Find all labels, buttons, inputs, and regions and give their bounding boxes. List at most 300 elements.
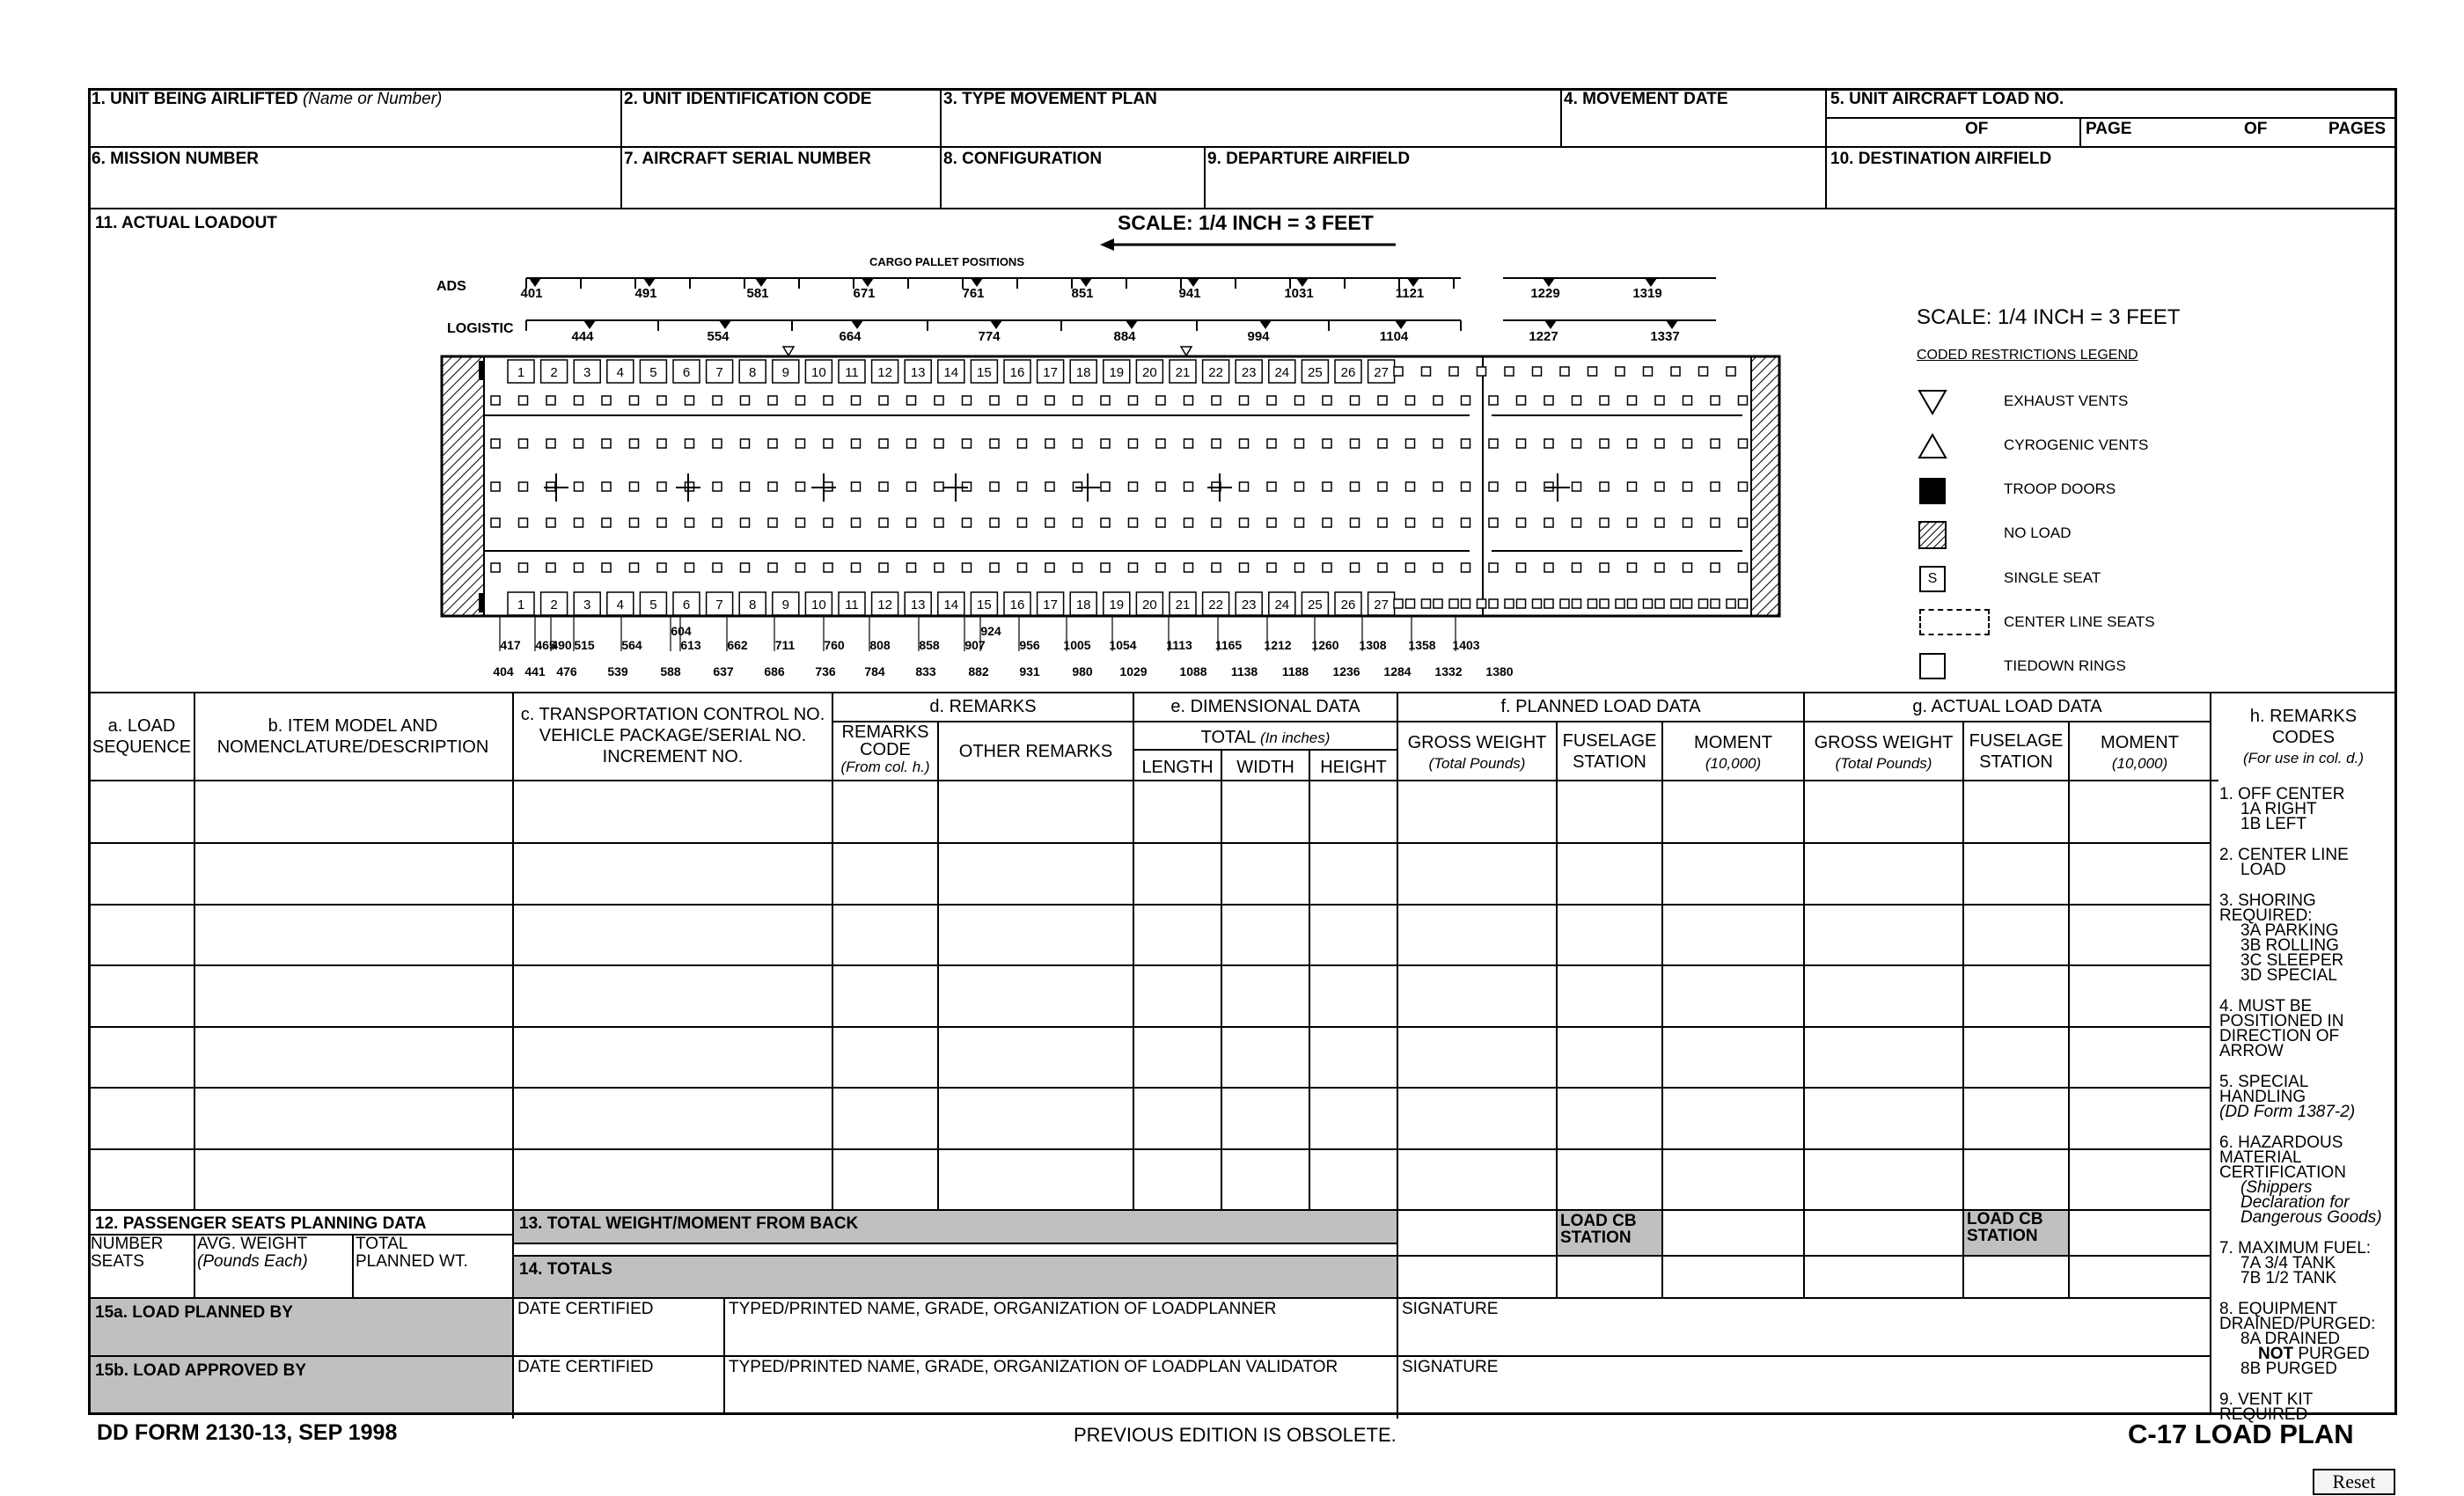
tiedown-ring-icon bbox=[963, 396, 972, 405]
tiedown-ring-icon bbox=[879, 563, 888, 572]
tiedown-ring-icon bbox=[1616, 367, 1624, 376]
tiedown-ring-icon bbox=[1045, 518, 1054, 527]
col-divider bbox=[1309, 750, 1310, 1209]
table-top-line bbox=[89, 692, 2395, 693]
tiedown-ring-icon bbox=[630, 396, 639, 405]
tiedown-ring-icon bbox=[1018, 439, 1027, 448]
tiedown-ring-icon bbox=[852, 439, 861, 448]
col-other-remarks: OTHER REMARKS bbox=[958, 742, 1113, 761]
logistic-position-label: 1104 bbox=[1379, 329, 1409, 344]
form-title: C-17 LOAD PLAN bbox=[2128, 1419, 2354, 1449]
col-divider bbox=[937, 722, 939, 1209]
tiedown-ring-icon bbox=[1101, 439, 1110, 448]
station-label-lower: 476 bbox=[556, 664, 577, 678]
tiedown-ring-icon bbox=[1449, 367, 1458, 376]
page-label: PAGE bbox=[2086, 120, 2132, 138]
logistic-position-label: 994 bbox=[1247, 329, 1270, 344]
tiedown-ring-icon bbox=[1478, 599, 1486, 608]
tiedown-ring-icon bbox=[1489, 563, 1498, 572]
tiedown-ring-icon bbox=[990, 396, 999, 405]
tiedown-ring-icon bbox=[1628, 482, 1637, 491]
mission-number-field[interactable] bbox=[95, 176, 614, 202]
movement-date-field[interactable] bbox=[1566, 116, 1820, 143]
tiedown-ring-icon bbox=[1240, 396, 1249, 405]
header-vline bbox=[620, 89, 622, 208]
type-movement-plan-field[interactable] bbox=[946, 116, 1553, 143]
table-row-line bbox=[89, 1026, 2210, 1028]
tiedown-ring-icon bbox=[741, 563, 750, 572]
logistic-position-label: 444 bbox=[571, 329, 594, 344]
tiedown-ring-icon bbox=[796, 518, 805, 527]
planned-date-certified-field[interactable] bbox=[519, 1324, 718, 1351]
tiedown-ring-icon bbox=[1489, 482, 1498, 491]
station-label-lower: 441 bbox=[524, 664, 546, 678]
seat-number-lower: 22 bbox=[1208, 598, 1223, 612]
tiedown-ring-icon bbox=[1267, 518, 1276, 527]
tiedown-ring-icon bbox=[491, 439, 500, 448]
date-certified-label: DATE CERTIFIED bbox=[517, 1300, 654, 1318]
tiedown-ring-icon bbox=[1434, 599, 1442, 608]
tiedown-ring-icon bbox=[796, 482, 805, 491]
tiedown-ring-icon bbox=[1560, 367, 1569, 376]
unit-identification-code-field[interactable] bbox=[627, 116, 935, 143]
seat-number-upper: 18 bbox=[1075, 365, 1091, 380]
seat-number-lower: 9 bbox=[781, 598, 789, 612]
aircraft-serial-number-field[interactable] bbox=[627, 176, 935, 202]
tiedown-ring-icon bbox=[824, 563, 832, 572]
tiedown-ring-icon bbox=[519, 518, 528, 527]
tiedown-ring-icon bbox=[1045, 439, 1054, 448]
tiedown-ring-icon bbox=[1101, 518, 1110, 527]
seat-number-upper: 10 bbox=[811, 365, 826, 380]
tiedown-ring-icon bbox=[796, 439, 805, 448]
ads-position-label: 1121 bbox=[1395, 286, 1425, 301]
tiedown-ring-icon bbox=[1628, 518, 1637, 527]
validator-name-field[interactable] bbox=[730, 1382, 1390, 1409]
unit-being-airlifted-field[interactable] bbox=[95, 116, 614, 143]
seat-number-upper: 26 bbox=[1340, 365, 1356, 380]
logistic-position-row bbox=[526, 320, 1716, 356]
seat-number-lower: 19 bbox=[1109, 598, 1125, 612]
seat-number-upper: 19 bbox=[1109, 365, 1125, 380]
tiedown-ring-icon bbox=[1240, 518, 1249, 527]
tiedown-ring-icon bbox=[713, 439, 722, 448]
tiedown-ring-icon bbox=[1129, 482, 1138, 491]
logistic-marker-icon bbox=[851, 320, 863, 329]
station-label-upper: 924 bbox=[980, 624, 1001, 638]
col-divider bbox=[194, 693, 195, 1209]
tiedown-ring-icon bbox=[1449, 599, 1458, 608]
tiedown-ring-icon bbox=[1573, 396, 1581, 405]
seat-number-upper: 16 bbox=[1009, 365, 1025, 380]
tiedown-ring-icon bbox=[1045, 563, 1054, 572]
tiedown-ring-icon bbox=[602, 563, 611, 572]
form-number: DD FORM 2130-13, SEP 1998 bbox=[97, 1420, 398, 1445]
col-actual-fuselage-station: FUSELAGE STATION bbox=[1969, 731, 2064, 772]
troop-door-icon bbox=[479, 593, 484, 612]
seat-number-lower: 18 bbox=[1075, 598, 1091, 612]
tiedown-ring-icon bbox=[1478, 367, 1486, 376]
station-label-lower: 931 bbox=[1019, 664, 1040, 678]
tiedown-ring-icon bbox=[963, 439, 972, 448]
tiedown-ring-icon bbox=[1212, 396, 1221, 405]
tiedown-ring-icon bbox=[1600, 396, 1609, 405]
legend-cryogenic-vents: CYROGENIC VENTS bbox=[2004, 436, 2149, 453]
tiedown-ring-icon bbox=[824, 439, 832, 448]
tiedown-ring-icon bbox=[1351, 563, 1360, 572]
logistic-marker-icon bbox=[1666, 320, 1678, 329]
tiedown-ring-icon bbox=[1517, 396, 1526, 405]
tiedown-ring-icon bbox=[935, 563, 943, 572]
header-vline bbox=[1560, 89, 1562, 147]
tiedown-ring-icon bbox=[1240, 563, 1249, 572]
ads-position-label: 1319 bbox=[1632, 286, 1662, 301]
tiedown-ring-icon bbox=[519, 396, 528, 405]
station-label-upper: 760 bbox=[824, 638, 845, 652]
lower-divider bbox=[514, 1243, 1397, 1244]
tiedown-ring-icon bbox=[1655, 482, 1664, 491]
tiedown-ring-icon bbox=[879, 439, 888, 448]
planned-load-cb-label: LOAD CB STATION bbox=[1560, 1212, 1637, 1247]
station-label-upper: 1403 bbox=[1452, 638, 1480, 652]
tiedown-ring-icon bbox=[713, 563, 722, 572]
tiedown-ring-icon bbox=[768, 396, 777, 405]
tiedown-ring-icon bbox=[1544, 439, 1553, 448]
typed-name-validator-label: TYPED/PRINTED NAME, GRADE, ORGANIZATION OF LOADPLAN VALIDATOR bbox=[729, 1358, 1338, 1376]
seat-number-lower: 5 bbox=[649, 598, 657, 612]
col-transportation-control: c. TRANSPORTATION CONTROL NO. VEHICLE PACKAGE/SERIAL NO. INCREMENT NO. bbox=[520, 705, 825, 766]
tiedown-ring-icon bbox=[1533, 367, 1542, 376]
tiedown-ring-icon bbox=[1378, 439, 1387, 448]
tiedown-ring-icon bbox=[1267, 482, 1276, 491]
no-load-icon bbox=[1917, 519, 1952, 554]
tiedown-ring-icon bbox=[1517, 482, 1526, 491]
col-divider bbox=[1803, 693, 1805, 1299]
tiedown-ring-icon bbox=[1600, 563, 1609, 572]
ads-position-label: 671 bbox=[853, 286, 876, 301]
tiedown-ring-icon bbox=[796, 396, 805, 405]
tiedown-ring-icon bbox=[1323, 518, 1331, 527]
tiedown-ring-icon bbox=[1655, 518, 1664, 527]
tiedown-ring-icon bbox=[935, 482, 943, 491]
seat-number-upper: 3 bbox=[583, 365, 591, 380]
tiedown-ring-icon bbox=[602, 439, 611, 448]
tiedown-ring-icon bbox=[852, 482, 861, 491]
logistic-marker-icon bbox=[1544, 320, 1557, 329]
tiedown-ring-icon bbox=[1184, 482, 1193, 491]
tiedown-ring-icon bbox=[713, 396, 722, 405]
signature-label: SIGNATURE bbox=[1402, 1300, 1499, 1318]
seat-number-upper: 27 bbox=[1374, 365, 1389, 380]
page-of-label: OF bbox=[2244, 120, 2268, 138]
tiedown-ring-icon bbox=[491, 518, 500, 527]
tiedown-ring-icon bbox=[1462, 396, 1470, 405]
col-planned-fuselage-station: FUSELAGE STATION bbox=[1562, 731, 1657, 772]
tiedown-ring-icon bbox=[1018, 482, 1027, 491]
tiedown-ring-icon bbox=[1394, 367, 1403, 376]
load-approved-by-label: 15b. LOAD APPROVED BY bbox=[95, 1361, 307, 1380]
tiedown-ring-icon bbox=[491, 563, 500, 572]
tiedown-ring-icon bbox=[741, 482, 750, 491]
col-divider bbox=[723, 1298, 725, 1415]
ads-label: ADS bbox=[436, 279, 466, 294]
tiedown-ring-icon bbox=[1184, 396, 1193, 405]
seat-number-lower: 8 bbox=[749, 598, 757, 612]
no-load-area-forward bbox=[442, 356, 484, 616]
pages-label: PAGES bbox=[2328, 120, 2387, 138]
tiedown-ring-icon bbox=[1295, 439, 1304, 448]
table-row-line bbox=[89, 904, 2210, 906]
tiedown-ring-icon bbox=[1560, 599, 1569, 608]
tiedown-ring-icon bbox=[935, 439, 943, 448]
tiedown-ring-icon bbox=[1711, 518, 1720, 527]
tiedown-ring-icon bbox=[1671, 599, 1680, 608]
destination-airfield-field[interactable] bbox=[1830, 176, 2390, 202]
logistic-marker-icon bbox=[1259, 320, 1272, 329]
station-label-upper: 907 bbox=[964, 638, 986, 652]
departure-airfield-field[interactable] bbox=[1210, 176, 1817, 202]
station-label-upper: 956 bbox=[1019, 638, 1040, 652]
legend-troop-doors: TROOP DOORS bbox=[2004, 480, 2116, 497]
tiedown-ring-icon bbox=[1533, 599, 1542, 608]
approved-date-certified-field[interactable] bbox=[519, 1382, 718, 1409]
tiedown-ring-icon bbox=[630, 563, 639, 572]
station-label-lower: 1284 bbox=[1383, 664, 1412, 678]
loadout-scale: SCALE: 1/4 INCH = 3 FEET bbox=[1118, 211, 1374, 234]
tiedown-ring-icon bbox=[657, 396, 666, 405]
tiedown-ring-icon bbox=[1378, 396, 1387, 405]
station-label-lower: 980 bbox=[1072, 664, 1093, 678]
center-line-seats-icon bbox=[1919, 609, 1990, 635]
station-label-lower: 588 bbox=[660, 664, 681, 678]
ads-position-label: 581 bbox=[746, 286, 769, 301]
ads-position-label: 401 bbox=[520, 286, 543, 301]
tiedown-ring-icon bbox=[1462, 599, 1470, 608]
total-planned-wt-label: TOTAL PLANNED WT. bbox=[356, 1235, 468, 1271]
tiedown-ring-icon bbox=[1544, 396, 1553, 405]
seat-number-lower: 25 bbox=[1308, 598, 1323, 612]
tiedown-ring-icon bbox=[1739, 482, 1748, 491]
col-item-model: b. ITEM MODEL AND NOMENCLATURE/DESCRIPTION bbox=[216, 716, 489, 757]
ads-position-label: 1229 bbox=[1530, 286, 1560, 301]
seat-number-upper: 4 bbox=[616, 365, 624, 380]
tiedown-ring-icon bbox=[1655, 396, 1664, 405]
seat-number-upper: 1 bbox=[517, 365, 525, 380]
tiedown-ring-icon bbox=[1505, 599, 1514, 608]
station-label-upper: 465 bbox=[535, 638, 556, 652]
tiedown-ring-icon bbox=[1323, 396, 1331, 405]
seat-number-lower: 4 bbox=[616, 598, 624, 612]
tiedown-ring-icon bbox=[1600, 482, 1609, 491]
seat-number-lower: 15 bbox=[977, 598, 992, 612]
exhaust-vent-icon bbox=[1917, 387, 1952, 422]
tiedown-ring-icon bbox=[1018, 518, 1027, 527]
station-label-upper: 1005 bbox=[1063, 638, 1091, 652]
tiedown-ring-icon bbox=[1295, 482, 1304, 491]
tiedown-ring-icon bbox=[1573, 599, 1581, 608]
unit-aircraft-load-no-label: 5. UNIT AIRCRAFT LOAD NO. bbox=[1830, 90, 2064, 108]
ads-position-label: 941 bbox=[1178, 286, 1201, 301]
tiedown-ring-icon bbox=[1517, 518, 1526, 527]
legend-scale: SCALE: 1/4 INCH = 3 FEET bbox=[1917, 305, 2181, 329]
tiedown-ring-icon bbox=[602, 518, 611, 527]
station-label-upper: 711 bbox=[774, 638, 796, 652]
tiedown-ring-icon bbox=[1018, 563, 1027, 572]
seat-number-upper: 15 bbox=[977, 365, 992, 380]
tiedown-ring-icon bbox=[879, 482, 888, 491]
cryogenic-vent-icon bbox=[1917, 431, 1952, 466]
col-divider bbox=[352, 1234, 354, 1297]
logistic-marker-icon bbox=[583, 320, 596, 329]
tiedown-ring-icon bbox=[879, 396, 888, 405]
tiedown-ring-icon bbox=[1699, 367, 1708, 376]
station-label-upper: 1212 bbox=[1264, 638, 1292, 652]
seat-number-lower: 10 bbox=[811, 598, 826, 612]
tiedown-ring-icon bbox=[1683, 439, 1692, 448]
header-vline bbox=[1204, 146, 1206, 208]
lower-divider bbox=[514, 1255, 2210, 1257]
mission-number-label: 6. MISSION NUMBER bbox=[92, 150, 260, 168]
tiedown-ring-icon bbox=[1655, 563, 1664, 572]
tiedown-ring-icon bbox=[1489, 439, 1498, 448]
tiedown-ring-icon bbox=[1462, 482, 1470, 491]
totals-shade bbox=[514, 1257, 1397, 1297]
tiedown-ring-icon bbox=[1351, 439, 1360, 448]
tiedown-ring-icon bbox=[1683, 518, 1692, 527]
tiedown-ring-icon bbox=[1156, 396, 1165, 405]
col-length: LENGTH bbox=[1141, 758, 1214, 777]
tiedown-ring-icon bbox=[602, 396, 611, 405]
station-label-upper: 1260 bbox=[1311, 638, 1339, 652]
tiedown-ring-icon bbox=[768, 563, 777, 572]
station-label-upper: 564 bbox=[621, 638, 642, 652]
tiedown-ring-icon bbox=[741, 518, 750, 527]
station-label-lower: 736 bbox=[815, 664, 836, 678]
tiedown-ring-icon bbox=[713, 482, 722, 491]
tiedown-ring-icon bbox=[686, 396, 694, 405]
seat-number-lower: 26 bbox=[1340, 598, 1356, 612]
tiedown-ring-icon bbox=[741, 439, 750, 448]
tiedown-ring-icon bbox=[630, 439, 639, 448]
station-label-upper: 858 bbox=[919, 638, 940, 652]
col-dimensional-data: e. DIMENSIONAL DATA bbox=[1170, 697, 1360, 716]
type-movement-plan-label: 3. TYPE MOVEMENT PLAN bbox=[943, 90, 1157, 108]
tiedown-ring-icon bbox=[1018, 396, 1027, 405]
col-actual-load-data: g. ACTUAL LOAD DATA bbox=[1912, 697, 2102, 716]
unit-being-airlifted-label: 1. UNIT BEING AIRLIFTED (Name or Number) bbox=[92, 90, 443, 108]
tiedown-ring-icon bbox=[519, 439, 528, 448]
tiedown-ring-icon bbox=[519, 482, 528, 491]
tiedown-ring-icon bbox=[1434, 518, 1442, 527]
tiedown-ring-icon bbox=[1212, 518, 1221, 527]
seat-number-upper: 14 bbox=[943, 365, 959, 380]
tiedown-ring-icon bbox=[907, 518, 916, 527]
no-load-area-aft bbox=[1751, 356, 1779, 616]
tiedown-ring-icon bbox=[1267, 563, 1276, 572]
station-label-lower: 1088 bbox=[1179, 664, 1207, 678]
col-divider bbox=[2210, 693, 2211, 1414]
ads-position-row bbox=[520, 278, 1716, 301]
seat-number-upper: 9 bbox=[781, 365, 789, 380]
ads-position-label: 761 bbox=[962, 286, 985, 301]
station-label-upper: 808 bbox=[869, 638, 891, 652]
reset-button[interactable]: Reset bbox=[2313, 1469, 2395, 1495]
tiedown-ring-icon bbox=[1489, 396, 1498, 405]
seat-number-upper: 21 bbox=[1175, 365, 1191, 380]
aircraft-load-diagram bbox=[422, 246, 1804, 686]
cargo-pallet-positions-label: CARGO PALLET POSITIONS bbox=[869, 255, 1024, 268]
troop-door-icon bbox=[479, 361, 484, 380]
tiedown-ring-icon bbox=[1351, 396, 1360, 405]
seat-number-lower: 17 bbox=[1043, 598, 1058, 612]
tiedown-ring-icon bbox=[575, 396, 583, 405]
load-planned-by-label: 15a. LOAD PLANNED BY bbox=[95, 1303, 293, 1322]
tiedown-ring-icon bbox=[1544, 563, 1553, 572]
tiedown-ring-icon bbox=[1573, 439, 1581, 448]
tiedown-ring-icon bbox=[935, 396, 943, 405]
planner-name-field[interactable] bbox=[730, 1324, 1390, 1351]
col-remarks: d. REMARKS bbox=[929, 697, 1037, 716]
legend-exhaust-vents: EXHAUST VENTS bbox=[2004, 392, 2129, 409]
tiedown-ring-icon bbox=[1517, 563, 1526, 572]
passenger-seats-label: 12. PASSENGER SEATS PLANNING DATA bbox=[95, 1214, 427, 1233]
tiedown-ring-icon bbox=[1184, 563, 1193, 572]
tiedown-ring-icon bbox=[1628, 396, 1637, 405]
seat-number-lower: 2 bbox=[550, 598, 558, 612]
seat-number-upper: 5 bbox=[649, 365, 657, 380]
station-label-lower: 1029 bbox=[1119, 664, 1148, 678]
tiedown-ring-icon bbox=[1156, 482, 1165, 491]
tiedown-ring-icon bbox=[1378, 518, 1387, 527]
col-width: WIDTH bbox=[1236, 758, 1294, 777]
tiedown-ring-icon bbox=[1699, 599, 1708, 608]
tiedown-ring-icon bbox=[1600, 439, 1609, 448]
tiedown-ring-icon bbox=[575, 439, 583, 448]
col-divider bbox=[1661, 722, 1663, 1299]
tiedown-ring-icon bbox=[963, 563, 972, 572]
station-label-lower: 404 bbox=[493, 664, 514, 678]
tiedown-ring-icon bbox=[1045, 482, 1054, 491]
tiedown-ring-icon bbox=[852, 518, 861, 527]
tiedown-ring-icon bbox=[768, 439, 777, 448]
tiedown-rings bbox=[479, 361, 1748, 612]
tiedown-ring-icon bbox=[1406, 518, 1415, 527]
header-vline bbox=[1825, 89, 1827, 208]
col-height: HEIGHT bbox=[1320, 758, 1387, 777]
col-planned-moment: MOMENT (10,000) bbox=[1694, 733, 1772, 772]
table-row-line bbox=[89, 964, 2210, 966]
tiedown-ring-icon bbox=[879, 518, 888, 527]
seat-number-lower: 3 bbox=[583, 598, 591, 612]
tiedown-ring-icon bbox=[657, 518, 666, 527]
table-header-bottom bbox=[89, 780, 2218, 781]
tiedown-ring-icon bbox=[1434, 396, 1442, 405]
troop-door-icon bbox=[1917, 475, 1952, 510]
tiedown-ring-icon bbox=[963, 518, 972, 527]
tiedown-ring-icon bbox=[491, 396, 500, 405]
tiedown-ring-icon bbox=[1588, 599, 1597, 608]
configuration-field[interactable] bbox=[946, 176, 1199, 202]
typed-name-planner-label: TYPED/PRINTED NAME, GRADE, ORGANIZATION OF LOADPLANNER bbox=[729, 1300, 1277, 1318]
logistic-position-label: 884 bbox=[1113, 329, 1136, 344]
station-label-lower: 1380 bbox=[1485, 664, 1514, 678]
col-planned-gross-weight: GROSS WEIGHT (Total Pounds) bbox=[1407, 733, 1547, 772]
date-certified-label: DATE CERTIFIED bbox=[517, 1358, 654, 1376]
col-divider bbox=[2068, 722, 2070, 1299]
seat-number-lower: 23 bbox=[1241, 598, 1257, 612]
col-divider bbox=[512, 693, 514, 1419]
tiedown-ring-icon bbox=[546, 439, 555, 448]
